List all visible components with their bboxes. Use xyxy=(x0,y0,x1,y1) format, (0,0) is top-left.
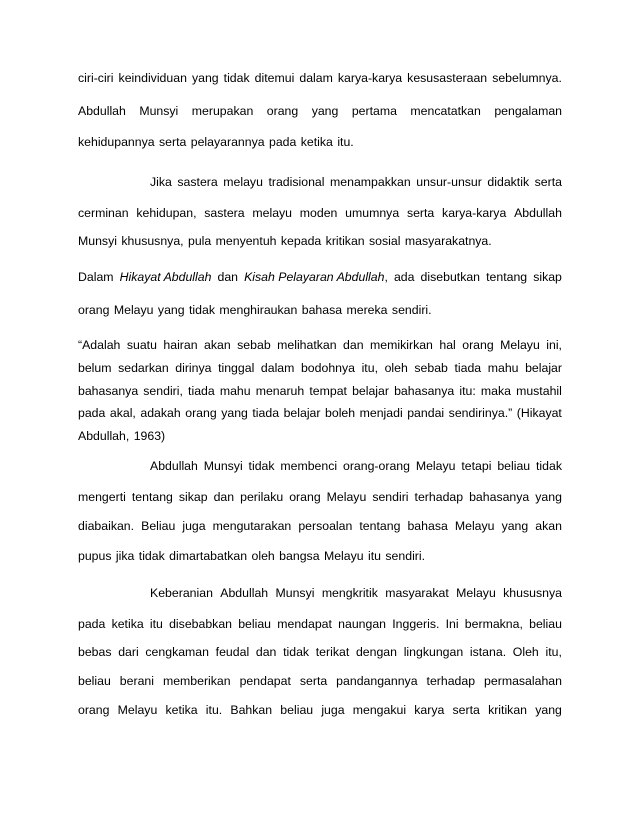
word: akan xyxy=(535,519,562,533)
word: belum xyxy=(78,361,112,375)
paragraph-1-line xyxy=(78,134,562,150)
word: masyarakat xyxy=(385,586,449,600)
word: tidak xyxy=(248,459,275,473)
word: mustahil xyxy=(516,384,562,398)
word: itu: xyxy=(459,384,476,398)
word: membenci xyxy=(280,459,338,473)
word: Abdullah xyxy=(78,104,126,118)
word: serta xyxy=(534,175,562,189)
word: orang xyxy=(78,703,110,717)
word: serta xyxy=(406,206,435,220)
word: tempat xyxy=(309,384,347,398)
word: unsur-unsur xyxy=(416,175,482,189)
quote-line xyxy=(78,337,562,353)
paragraph-3-line xyxy=(78,302,562,318)
word: maka xyxy=(480,384,511,398)
word: orang xyxy=(185,406,217,420)
word: belajar xyxy=(283,406,321,420)
book-title: Hikayat Abdullah xyxy=(119,270,212,284)
word: naungan xyxy=(338,617,387,631)
word: tiada xyxy=(454,361,482,375)
paragraph-1-line xyxy=(78,103,562,119)
word: juga xyxy=(321,703,345,717)
word: Jika xyxy=(150,175,172,189)
word: tidak xyxy=(536,459,562,473)
word: melayu xyxy=(223,175,263,189)
word: dirinya xyxy=(175,361,212,375)
word: itu, xyxy=(545,645,562,659)
word: ada xyxy=(393,270,415,284)
word: yang xyxy=(501,519,529,533)
word: feudal xyxy=(215,645,250,659)
word: keindividuan xyxy=(118,71,187,85)
word: disebutkan xyxy=(420,270,481,284)
word: tentang xyxy=(359,519,401,533)
word: orang-orang xyxy=(342,459,410,473)
word: istana. xyxy=(469,645,507,659)
word: pertama xyxy=(351,104,397,118)
word: mengakui xyxy=(352,703,407,717)
word: karya-karya xyxy=(337,71,403,85)
paragraph-3-line xyxy=(78,269,562,285)
quote-line xyxy=(78,360,562,376)
word: bodohnya xyxy=(300,361,355,375)
word: permasalahan xyxy=(484,674,562,688)
word: sendiri xyxy=(372,490,409,504)
word: yang xyxy=(191,71,219,85)
word: beliau xyxy=(497,459,531,473)
paragraph-4-line xyxy=(78,518,562,534)
word: “Adalah xyxy=(78,338,121,352)
word: Munsyi xyxy=(139,104,179,118)
word: pengalaman xyxy=(494,104,562,118)
paragraph-4-line xyxy=(78,548,562,564)
word: terhadap xyxy=(426,674,476,688)
word: lingkungan xyxy=(403,645,464,659)
word: beliau xyxy=(280,703,314,717)
word: kesusasteraan xyxy=(407,71,488,85)
word: Melayu xyxy=(117,703,158,717)
word: ini, xyxy=(546,338,562,352)
word: moden xyxy=(299,206,338,220)
word: hairan xyxy=(163,338,198,352)
word: Abdullah xyxy=(150,459,198,473)
word: sedarkan xyxy=(118,361,169,375)
word: karya xyxy=(414,703,445,717)
word: beliau xyxy=(78,674,111,688)
word: tentang xyxy=(131,490,173,504)
word: mahu xyxy=(219,384,251,398)
word: Bahkan xyxy=(230,703,273,717)
word: dengan xyxy=(355,645,397,659)
word: cerminan xyxy=(78,206,129,220)
word: orang xyxy=(289,490,321,504)
quote-line xyxy=(78,428,562,444)
word: ketika xyxy=(165,703,198,717)
word: sastera xyxy=(204,206,245,220)
word: Inggeris. xyxy=(392,617,440,631)
word: Melayu xyxy=(415,459,456,473)
word: pandangannya xyxy=(336,674,418,688)
paragraph-2-line xyxy=(78,205,562,221)
word: yang xyxy=(221,406,248,420)
word: melayu xyxy=(252,206,293,220)
line-text: kehidupannya serta pelayarannya pada ketika itu. xyxy=(78,135,354,149)
word: bahasanya xyxy=(469,490,530,504)
word: tetapi xyxy=(461,459,492,473)
word: pada xyxy=(78,406,106,420)
word: mengerti xyxy=(78,490,126,504)
word: Abdullah xyxy=(514,206,562,220)
word: bebas xyxy=(78,645,112,659)
paragraph-5-line xyxy=(78,616,562,632)
word: Abdullah xyxy=(220,586,269,600)
word: menampakkan xyxy=(330,175,411,189)
word: sendirinya.” xyxy=(448,406,513,420)
word: ciri-ciri xyxy=(78,71,114,85)
paragraph-5-line xyxy=(78,702,562,718)
word: beliau xyxy=(238,617,272,631)
word: tinggal xyxy=(218,361,255,375)
word: menjadi xyxy=(359,406,403,420)
line-text: Munsyi khususnya, pula menyentuh kepada kritikan sosial masyarakatnya. xyxy=(78,234,492,248)
word: persoalan xyxy=(298,519,353,533)
word: Beliau xyxy=(141,519,176,533)
word: belajar xyxy=(352,384,389,398)
paragraph-2-line xyxy=(150,174,562,190)
word: Munsyi xyxy=(275,586,315,600)
word: beliau xyxy=(529,617,562,631)
word: Munsyi xyxy=(203,459,243,473)
word: Keberanian xyxy=(150,586,213,600)
word: Melayu xyxy=(456,586,496,600)
word: itu xyxy=(149,617,163,631)
word: itu. xyxy=(205,703,223,717)
word: sebab xyxy=(237,338,271,352)
word: memberikan xyxy=(162,674,231,688)
word: bermakna, xyxy=(464,617,523,631)
quote-line xyxy=(78,405,562,421)
word: ketika xyxy=(111,617,144,631)
word: dalam xyxy=(260,361,295,375)
word: itu, xyxy=(361,361,378,375)
word: Dalam xyxy=(78,270,114,284)
word: dan xyxy=(213,490,235,504)
word: didaktik xyxy=(487,175,530,189)
word: akan xyxy=(204,338,231,352)
line-text: Abdullah, 1963) xyxy=(78,429,166,443)
word: serta xyxy=(299,674,328,688)
word: sebab xyxy=(414,361,448,375)
word: mengkritik xyxy=(321,586,378,600)
word: cengkaman xyxy=(145,645,209,659)
word: ditemui xyxy=(254,71,295,85)
word: pendapat xyxy=(239,674,291,688)
word: mahu xyxy=(487,361,519,375)
word: karya-karya xyxy=(442,206,507,220)
word: sebelumnya. xyxy=(492,71,562,85)
paragraph-1-line xyxy=(78,70,562,86)
word: Ini xyxy=(445,617,459,631)
word: juga xyxy=(182,519,206,533)
paragraph-5-line xyxy=(78,644,562,660)
word: yang xyxy=(535,490,562,504)
word: orang xyxy=(462,338,494,352)
word: mengutarakan xyxy=(212,519,292,533)
book-title: Kisah Pelayaran Abdullah xyxy=(244,270,385,284)
word: Melayu xyxy=(326,490,367,504)
word: bahasanya xyxy=(394,384,455,398)
word: yang xyxy=(311,104,339,118)
word: terikat xyxy=(315,645,350,659)
word: kritikan xyxy=(488,703,528,717)
word: hal xyxy=(439,338,456,352)
paragraph-4-line xyxy=(150,458,562,474)
paragraph-5-line xyxy=(150,585,562,601)
word: orang xyxy=(266,104,299,118)
word: dan xyxy=(217,270,239,284)
paragraph-5-line xyxy=(78,673,562,689)
word: akal, xyxy=(109,406,136,420)
word: tiada xyxy=(252,406,280,420)
word: sastera xyxy=(177,175,218,189)
word: tidak xyxy=(283,645,310,659)
word: tradisional xyxy=(268,175,325,189)
word: mencatatkan xyxy=(410,104,481,118)
word: dari xyxy=(118,645,139,659)
word: pada xyxy=(78,617,106,631)
word: menaruh xyxy=(255,384,305,398)
word: merupakan xyxy=(191,104,254,118)
word: tidak xyxy=(223,71,250,85)
word: memikirkan xyxy=(370,338,433,352)
book-title-with-comma: Kisah Pelayaran Abdullah, xyxy=(244,270,388,284)
word: berani xyxy=(119,674,154,688)
word: dan xyxy=(255,645,277,659)
word: serta xyxy=(452,703,480,717)
word: sendiri, xyxy=(143,384,183,398)
word: diabaikan. xyxy=(78,519,135,533)
word: tentang xyxy=(486,270,528,284)
word: boleh xyxy=(325,406,356,420)
paragraph-2-line xyxy=(78,233,562,249)
word: terhadap xyxy=(414,490,464,504)
word: mendapat xyxy=(277,617,332,631)
word: dan xyxy=(343,338,364,352)
word: suatu xyxy=(126,338,157,352)
word: sikap xyxy=(178,490,208,504)
word: oleh xyxy=(384,361,408,375)
word: sikap xyxy=(533,270,562,284)
paragraph-4-line xyxy=(78,489,562,505)
word: belajar xyxy=(525,361,562,375)
word: perilaku xyxy=(240,490,284,504)
word: Melayu xyxy=(500,338,540,352)
word: bahasa xyxy=(407,519,448,533)
word: bahasanya xyxy=(78,384,139,398)
word: tiada xyxy=(188,384,215,398)
word: melihatkan xyxy=(277,338,337,352)
word: (Hikayat xyxy=(516,406,562,420)
word: pandai xyxy=(407,406,445,420)
word: Melayu xyxy=(454,519,495,533)
word: disebabkan xyxy=(169,617,232,631)
line-text: pupus jika tidak dimartabatkan oleh bangsa Melayu itu sendiri. xyxy=(78,549,426,563)
quote-line xyxy=(78,383,562,399)
line-text: orang Melayu yang tidak menghiraukan bahasa mereka sendiri. xyxy=(78,303,432,317)
word: adakah xyxy=(140,406,181,420)
word: khususnya xyxy=(503,586,562,600)
word: umumnya xyxy=(345,206,400,220)
word: dalam xyxy=(299,71,333,85)
word: Oleh xyxy=(512,645,539,659)
word: yang xyxy=(535,703,562,717)
word: kehidupan, xyxy=(136,206,197,220)
